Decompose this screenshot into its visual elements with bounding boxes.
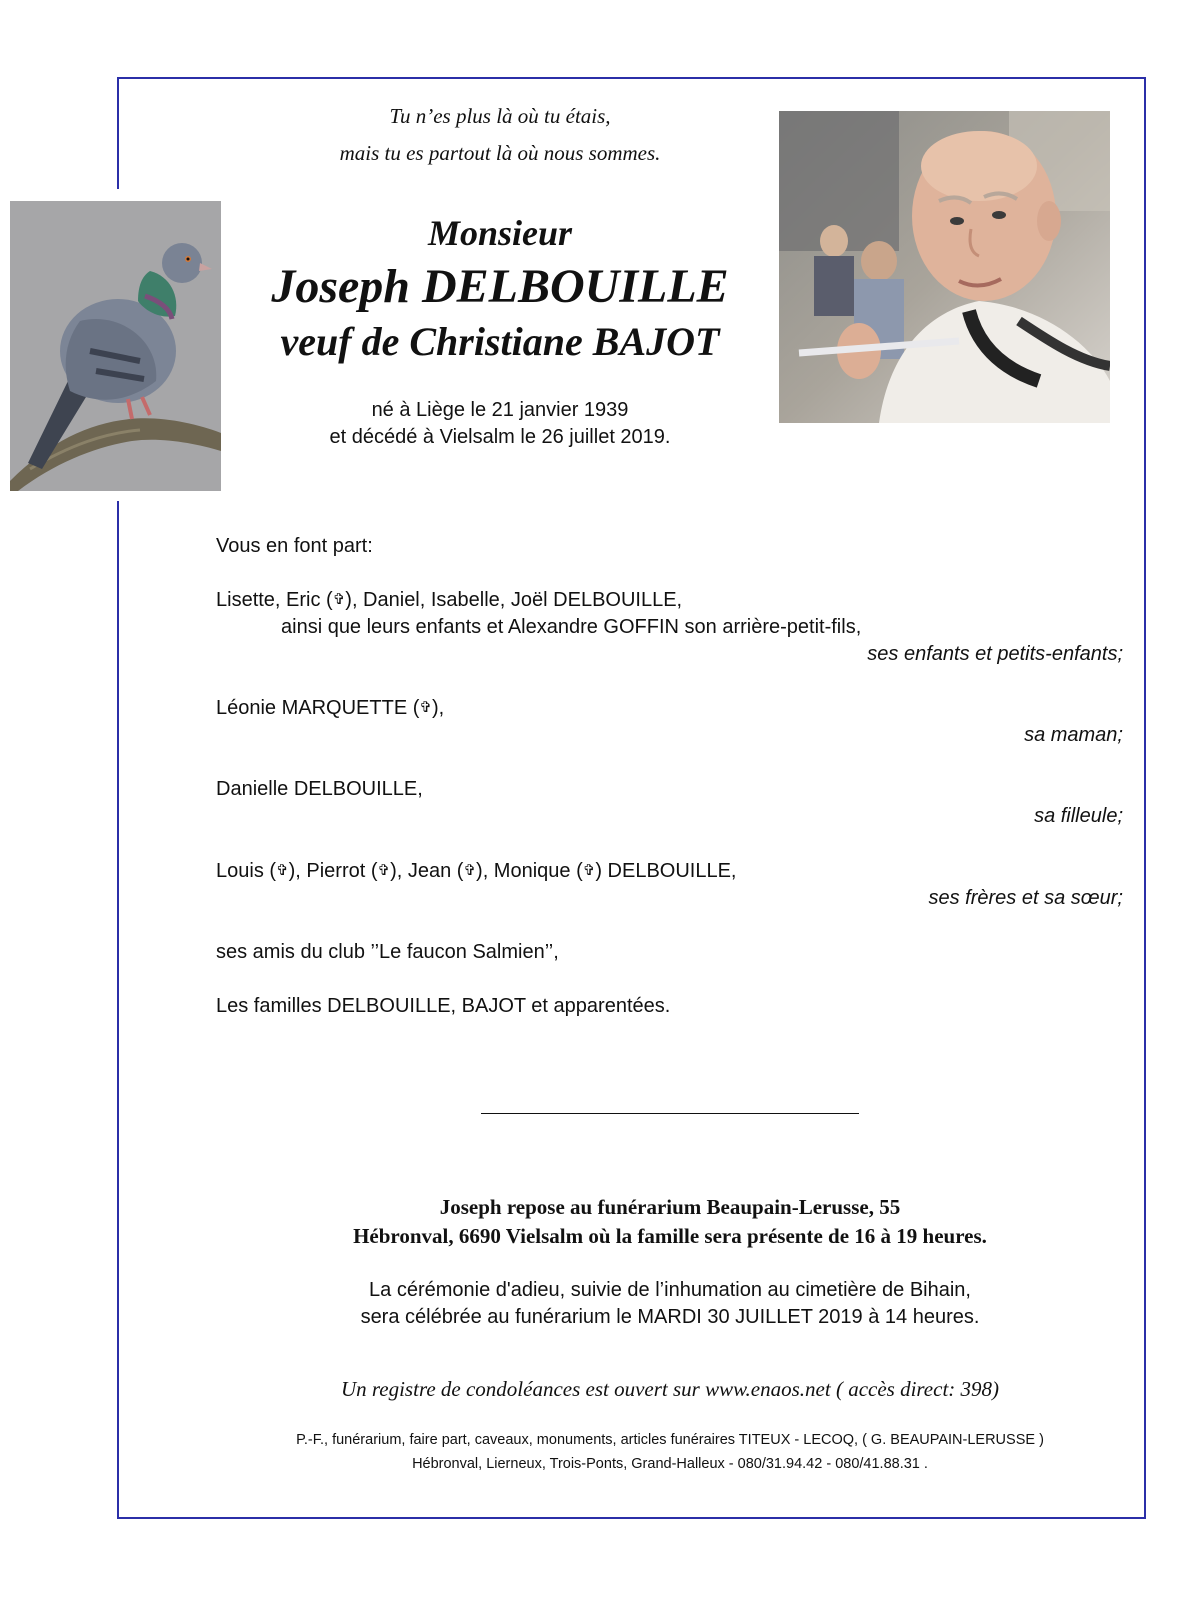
portrait-photo: [779, 111, 1110, 423]
frame-left-bottom: [117, 501, 119, 1519]
cross-icon: ✞: [332, 591, 346, 608]
mother-text-b: ),: [431, 697, 445, 719]
footer-line-1: P.-F., funérarium, faire part, caveaux, monuments, articles funéraires TITEUX - LECOQ, ( G. BEAUPAIN-LERUSSE ): [296, 1432, 1044, 1448]
goddaughter-line: Danielle DELBOUILLE,: [216, 778, 423, 800]
children-text-b: ), Daniel, Isabelle, Joël DELBOUILLE,: [345, 589, 683, 611]
siblings-text-b: ), Pierrot (: [288, 860, 378, 882]
siblings-text-c: ), Jean (: [390, 860, 464, 882]
mother-role: sa maman;: [1024, 724, 1123, 746]
ceremony-line-2: sera célébrée au funérarium le MARDI 30 JUILLET 2019 à 14 heures.: [360, 1306, 980, 1328]
mother-line: [216, 697, 444, 720]
separator-line: [481, 1113, 859, 1114]
families-line: Les familles DELBOUILLE, BAJOT et apparentées.: [216, 995, 671, 1017]
children-line-2: ainsi que leurs enfants et Alexandre GOFFIN son arrière-petit-fils,: [281, 616, 862, 638]
intro-text: Vous en font part:: [216, 535, 373, 557]
siblings-text-e: ) DELBOUILLE,: [595, 860, 737, 882]
pigeon-image: [10, 201, 221, 491]
cross-icon: ✞: [419, 699, 432, 716]
siblings-role: ses frères et sa sœur;: [928, 887, 1123, 909]
footer-line-2: Hébronval, Lierneux, Trois-Ponts, Grand-Halleux - 080/31.94.42 - 080/41.88.31 .: [412, 1456, 928, 1472]
register-line: Un registre de condoléances est ouvert sur www.enaos.net ( accès direct: 398): [340, 1377, 1000, 1401]
deceased-title: Monsieur: [427, 213, 573, 253]
cross-icon: ✞: [377, 862, 391, 879]
deceased-spouse: veuf de Christiane BAJOT: [280, 319, 720, 364]
children-line-1: [216, 589, 682, 612]
quote-line-2: mais tu es partout là où nous sommes.: [339, 141, 661, 165]
ceremony-line-1: La cérémonie d'adieu, suivie de l’inhumation au cimetière de Bihain,: [369, 1279, 971, 1301]
children-text-a: Lisette, Eric (: [216, 589, 333, 611]
friends-line: ses amis du club ’’Le faucon Salmien’’,: [216, 941, 559, 963]
deceased-name: Joseph DELBOUILLE: [271, 260, 729, 313]
cross-icon: ✞: [276, 862, 289, 879]
frame-left-top: [117, 77, 119, 189]
frame-right: [1144, 77, 1146, 1519]
cross-icon: ✞: [582, 862, 596, 879]
quote-line-1: Tu n’es plus là où tu étais,: [389, 104, 611, 128]
death-line: et décédé à Vielsalm le 26 juillet 2019.: [329, 426, 671, 448]
repose-line-1: Joseph repose au funérarium Beaupain-Lerusse, 55: [439, 1195, 901, 1219]
cross-icon: ✞: [463, 862, 477, 879]
siblings-text-d: ), Monique (: [476, 860, 583, 882]
goddaughter-role: sa filleule;: [1034, 805, 1123, 827]
mother-text-a: Léonie MARQUETTE (: [216, 697, 420, 719]
frame-top: [117, 77, 1146, 79]
frame-bottom: [117, 1517, 1146, 1519]
children-role: ses enfants et petits-enfants;: [867, 643, 1123, 665]
repose-line-2: Hébronval, 6690 Vielsalm où la famille sera présente de 16 à 19 heures.: [353, 1224, 987, 1248]
siblings-line: [216, 860, 737, 883]
siblings-text-a: Louis (: [216, 860, 277, 882]
birth-line: né à Liège le 21 janvier 1939: [371, 399, 629, 421]
